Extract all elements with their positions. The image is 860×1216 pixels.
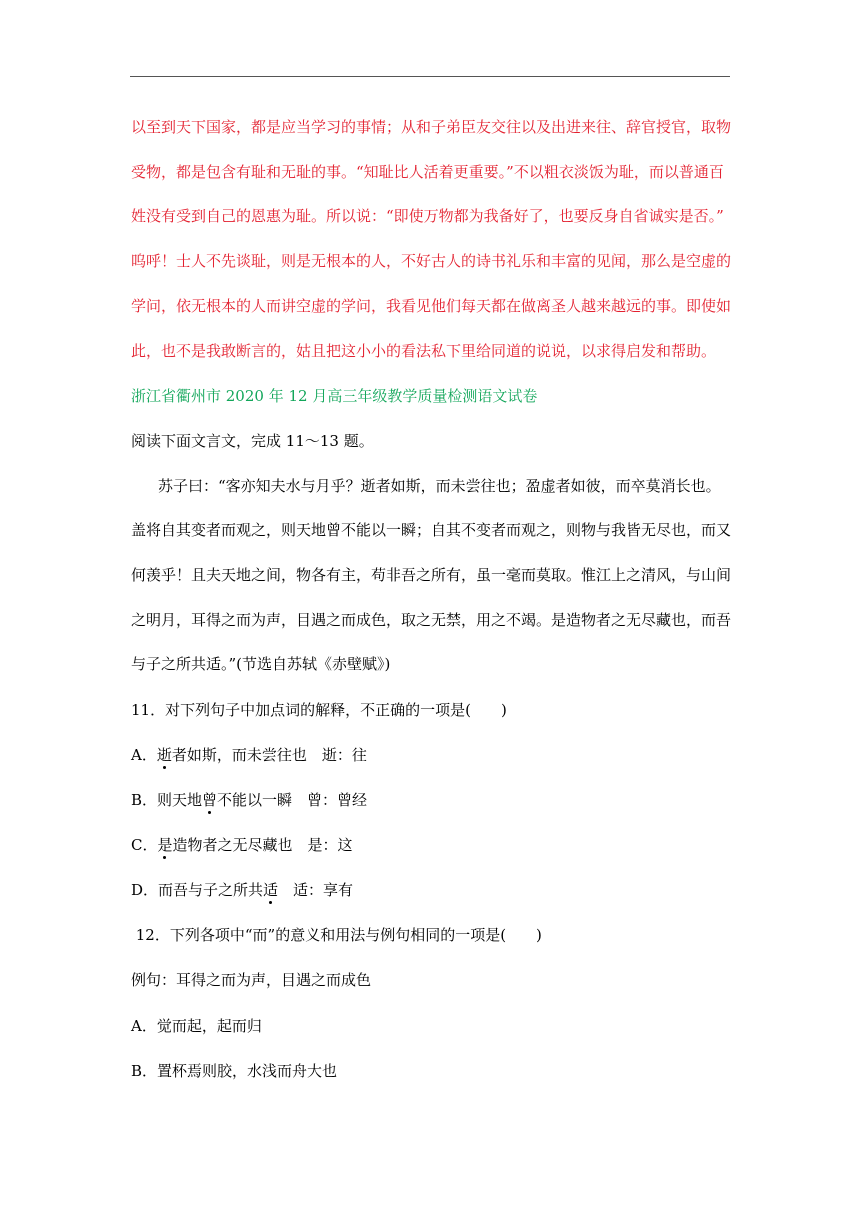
question-11-option-d: [131, 880, 353, 900]
option-prefix: B．则天地: [131, 791, 203, 809]
passage-line: 何羡乎！且夫天地之间，物各有主，苟非吾之所有，虽一毫而莫取。惟江上之清风，与山间: [131, 566, 732, 584]
option-prefix: A．: [131, 746, 157, 764]
option-rest: 者如斯，而未尝往也 逝：往: [171, 746, 367, 764]
translation-line: 学问，依无根本的人而讲空虚的学问，我看见他们每天都在做离圣人越来越远的事。即使如: [131, 297, 732, 315]
instruction: 阅读下面文言文，完成 11～13 题。: [131, 432, 374, 450]
translation-line: 此，也不是我敢断言的，姑且把这小小的看法私下里给同道的说说，以求得启发和帮助。: [131, 342, 717, 360]
translation-line: 以至到天下国家，都是应当学习的事情；从和子弟臣友交往以及出进来往、辞官授官，取物: [131, 118, 732, 136]
dotted-word: 曾: [202, 791, 218, 809]
question-11-option-a: [131, 745, 367, 765]
question-12-option-a: A．觉而起，起而归: [131, 1017, 262, 1035]
dotted-word: 适: [263, 881, 279, 899]
option-prefix: C．: [131, 836, 158, 854]
source-heading: 浙江省衢州市 2020 年 12 月高三年级教学质量检测语文试卷: [131, 387, 538, 405]
translation-line: 呜呼！士人不先谈耻，则是无根本的人，不好古人的诗书礼乐和丰富的见闻，那么是空虚的: [131, 252, 732, 270]
question-12-option-b: B．置杯焉则胶，水浅而舟大也: [131, 1062, 338, 1080]
option-rest: 不能以一瞬 曾：曾经: [217, 791, 368, 809]
translation-line: 姓没有受到自己的恩惠为耻。所以说：“即使万物都为我备好了，也要反身自省诚实是否。”: [131, 207, 724, 225]
question-12-example: 例句：耳得之而为声，目遇之而成色: [131, 971, 372, 989]
passage-line: 苏子曰：“客亦知夫水与月乎？逝者如斯，而未尝往也；盈虚者如彼，而卒莫消长也。: [158, 477, 721, 495]
question-12-stem: 12．下列各项中“而”的意义和用法与例句相同的一项是( ): [131, 926, 542, 944]
question-11-option-c: [131, 835, 353, 855]
option-rest: 适：享有: [278, 881, 354, 899]
passage-line: 之明月，耳得之而为声，目遇之而成色，取之无禁，用之不竭。是造物者之无尽藏也，而吾: [131, 611, 732, 629]
option-prefix: D．而吾与子之所共: [131, 881, 264, 899]
question-11-stem: 11．对下列句子中加点词的解释，不正确的一项是( ): [131, 701, 507, 719]
option-rest: 造物者之无尽藏也 是：这: [172, 836, 353, 854]
question-11-option-b: [131, 790, 367, 810]
translation-line: 受物，都是包含有耻和无耻的事。“知耻比人活着更重要。”不以粗衣淡饭为耻，而以普通百: [131, 163, 724, 181]
dotted-word: 逝: [156, 746, 172, 764]
passage-line: 盖将自其变者而观之，则天地曾不能以一瞬；自其不变者而观之，则物与我皆无尽也，而又: [131, 521, 732, 539]
passage-line: 与子之所共适。”(节选自苏轼《赤壁赋》): [131, 655, 391, 673]
dotted-word: 是: [157, 836, 173, 854]
header-rule: [130, 76, 730, 77]
